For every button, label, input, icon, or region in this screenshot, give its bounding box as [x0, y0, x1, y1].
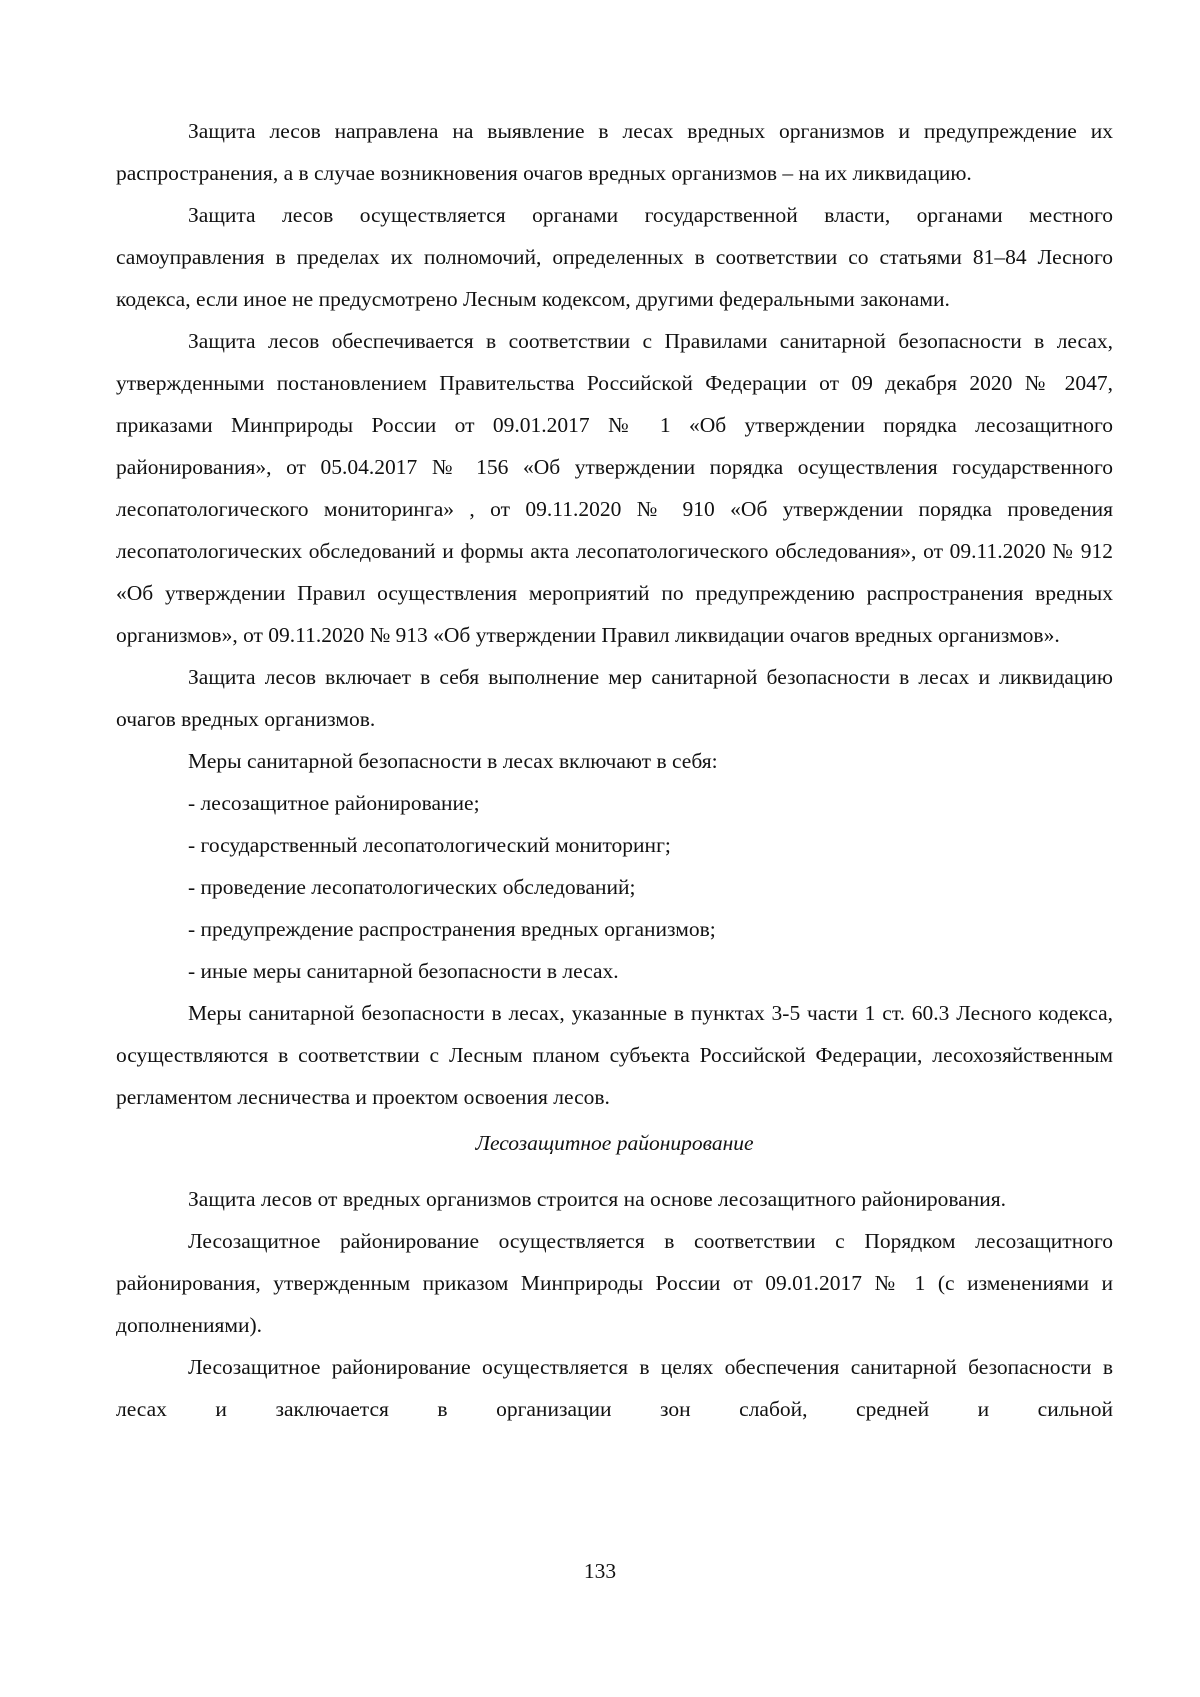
paragraph-measures-note: Меры санитарной безопасности в лесах, указанные в пунктах 3-5 части 1 ст. 60.3 Лесного кодекса, осуществляются в соответствии с Лесным планом субъекта Российской Федерации, лесохозяйственным регламентом лесничества и проектом освоения лесов. — [116, 1001, 1113, 1109]
paragraph-forest-protection-purpose: Защита лесов направлена на выявление в лесах вредных организмов и предупреждение их распространения, а в случае возникновения очагов вредных организмов – на их ликвидацию. — [116, 119, 1113, 185]
list-item: - государственный лесопатологический мониторинг; — [188, 833, 671, 857]
paragraph-forest-protection-scope: Защита лесов включает в себя выполнение мер санитарной безопасности в лесах и ликвидацию очагов вредных организмов. — [116, 665, 1113, 731]
paragraph-zoning-basis: Защита лесов от вредных организмов строится на основе лесозащитного районирования. — [188, 1187, 1007, 1211]
list-item: - предупреждение распространения вредных организмов; — [188, 917, 716, 941]
measures-intro: Меры санитарной безопасности в лесах включают в себя: — [188, 749, 718, 773]
paragraph-forest-protection-regulations: Защита лесов обеспечивается в соответствии с Правилами санитарной безопасности в лесах, утвержденными постановлением Правительства Российской Федерации от 09 декабря 2020 № 2047, приказами Минприроды России от 09.01.2017 № 1 «Об утверждении порядка лесозащитного районирования», от 05.04.2017 № 156 «Об утверждении порядка осуществления государственного лесопатологического мониторинга» , от 09.11.2020 № 910 «Об утверждении порядка проведения лесопатологических обследований и формы акта лесопатологического обследования», от 09.11.2020 № 912 «Об утверждении Правил осуществления мероприятий по предупреждению распространения вредных организмов», от 09.11.2020 № 913 «Об утверждении Правил ликвидации очагов вредных организмов». — [116, 329, 1113, 647]
paragraph-zoning-goal: Лесозащитное районирование осуществляется в целях обеспечения санитарной безопасности в лесах и заключается в организации зон слабой, средней и сильной — [116, 1355, 1113, 1421]
page-number: 133 — [583, 1559, 617, 1583]
paragraph-zoning-order: Лесозащитное районирование осуществляется в соответствии с Порядком лесозащитного районирования, утвержденным приказом Минприроды России от 09.01.2017 № 1 (с изменениями и дополнениями). — [116, 1229, 1113, 1337]
section-title: Лесозащитное районирование — [475, 1131, 754, 1155]
page-body — [116, 110, 1113, 1430]
list-item: - иные меры санитарной безопасности в лесах. — [188, 959, 619, 983]
paragraph-forest-protection-authorities: Защита лесов осуществляется органами государственной власти, органами местного самоуправления в пределах их полномочий, определенных в соответствии со статьями 81–84 Лесного кодекса, если иное не предусмотрено Лесным кодексом, другими федеральными законами. — [116, 203, 1113, 311]
list-item: - проведение лесопатологических обследований; — [188, 875, 636, 899]
list-item: - лесозащитное районирование; — [188, 791, 480, 815]
